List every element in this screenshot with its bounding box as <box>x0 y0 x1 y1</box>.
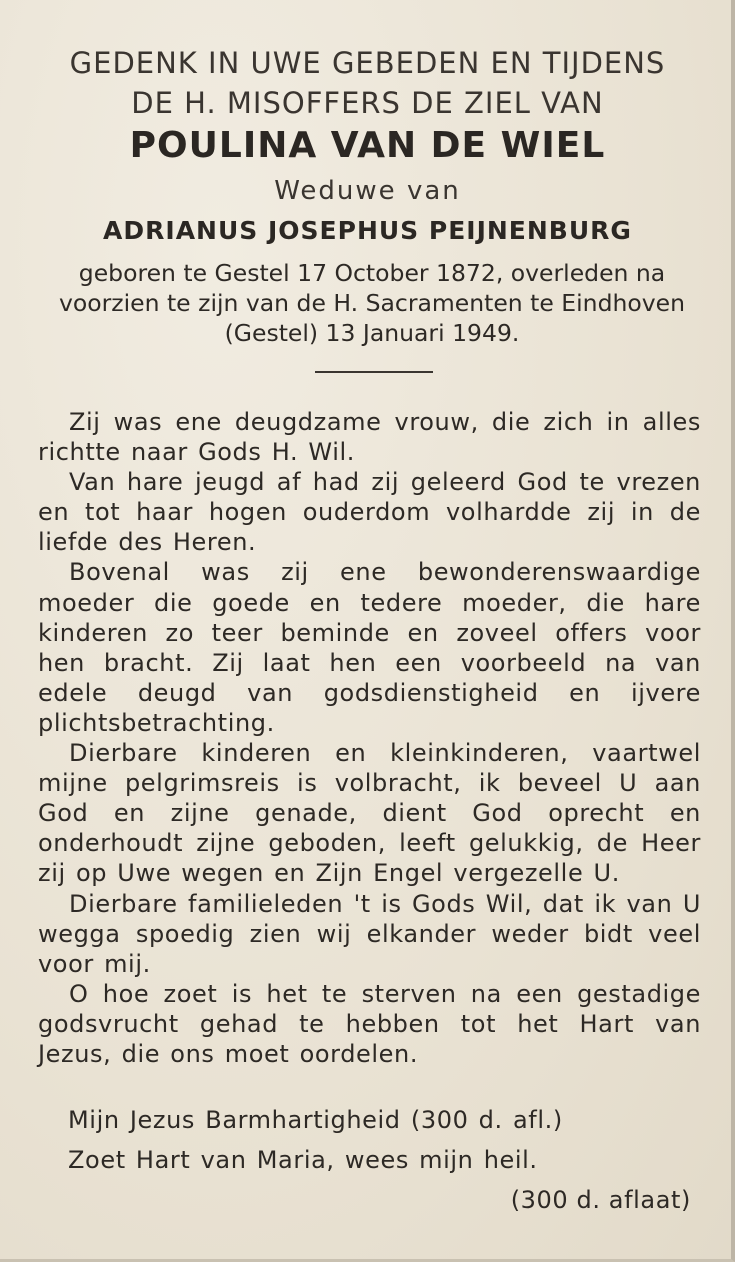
divider <box>315 371 433 373</box>
header-line-1: GEDENK IN UWE GEBEDEN EN TIJDENS <box>69 46 666 80</box>
paragraph: Dierbare familieleden 't is Gods Wil, dat ik van U wegga spoedig zien wij elkander weder bidt veel voor mij. <box>38 889 701 978</box>
birth-death-details: geboren te Gestel 17 October 1872, overleden na voorzien te zijn van de H. Sacramenten te Eindhoven (Gestel) 13 Januari 1949. <box>58 259 686 347</box>
widow-label: Weduwe van <box>274 176 461 206</box>
paragraph: Dierbare kinderen en kleinkinderen, vaartwel mijne pelgrimsreis is volbracht, ik beveel U aan God en zijne genade, dient God oprecht en onderhoudt zijne geboden, leeft gelukkig, de Heer zij op Uwe wegen en Zijn Engel vergezelle U. <box>38 739 701 888</box>
paragraph: O hoe zoet is het te sterven na een gestadige godsvrucht gehad te hebben tot het Hart van Jezus, die ons moet oordelen. <box>38 979 701 1068</box>
prayer-line-2: Zoet Hart van Maria, wees mijn heil. <box>68 1146 538 1174</box>
deceased-name: POULINA VAN DE WIEL <box>129 125 606 166</box>
paragraph: Van hare jeugd af had zij geleerd God te vrezen en tot haar hogen ouderdom volhardde zij in de liefde des Heren. <box>38 468 701 557</box>
memorial-text <box>38 407 701 1069</box>
prayer-line-1: Mijn Jezus Barmhartigheid (300 d. afl.) <box>68 1106 563 1134</box>
paragraph: Zij was ene deugdzame vrouw, die zich in alles richtte naar Gods H. Wil. <box>38 408 701 467</box>
indulgence-note: (300 d. aflaat) <box>510 1186 691 1214</box>
husband-name: ADRIANUS JOSEPHUS PEIJNENBURG <box>103 216 632 245</box>
header-line-2: DE H. MISOFFERS DE ZIEL VAN <box>131 86 604 120</box>
paragraph: Bovenal was zij ene bewonderenswaardige moeder die goede en tedere moeder, die hare kinderen zo teer beminde en zoveel offers voor hen bracht. Zij laat hen een voorbeeld na van edele deugd van godsdienstigheid en ijvere plichtsbetrachting. <box>38 558 701 737</box>
